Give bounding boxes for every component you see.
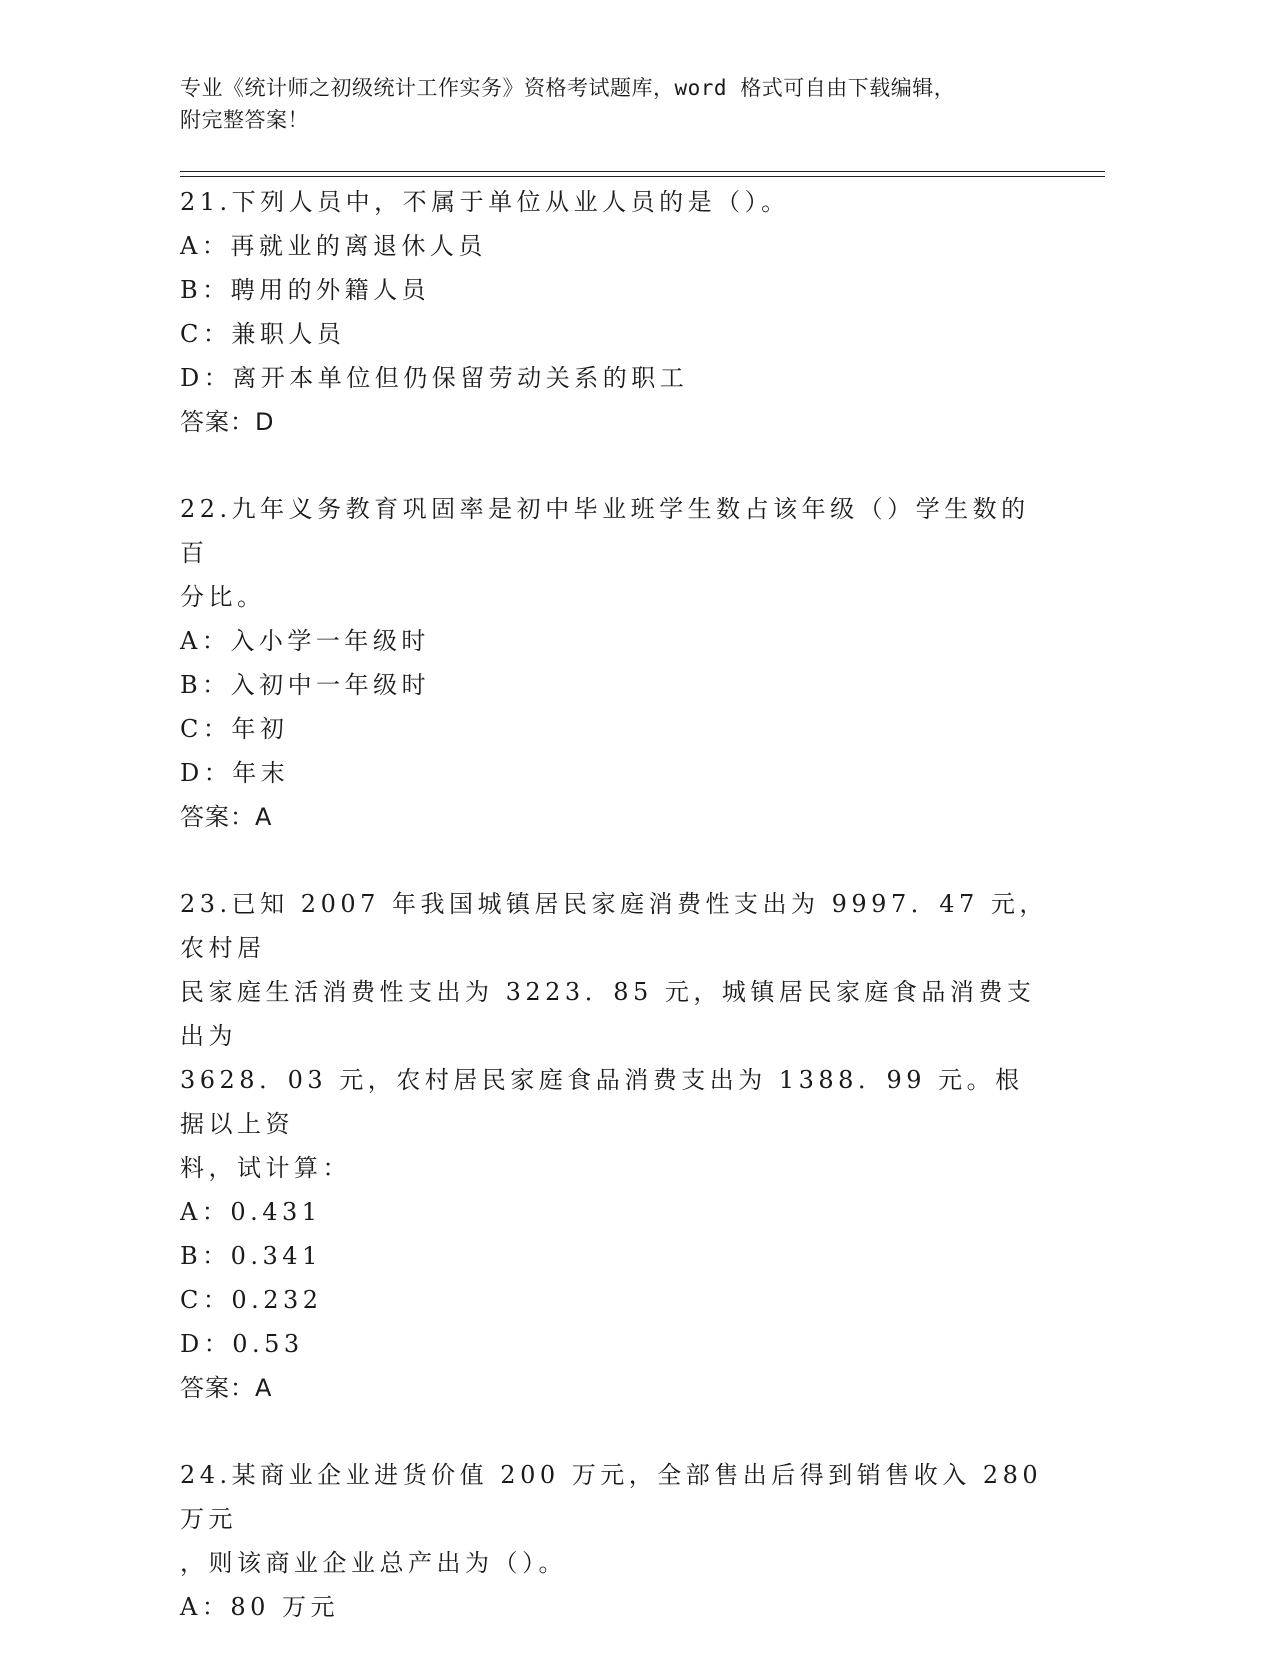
question-24 [180, 1453, 1050, 1629]
header-divider-bottom [180, 176, 1105, 177]
question-stem-line: 料，试计算： [180, 1154, 351, 1182]
option-b: B：0.341 [180, 1242, 322, 1270]
question-stem-line: 24.某商业企业进货价值 200 万元，全部售出后得到销售收入 280 万元 [180, 1461, 1043, 1533]
option-a: A：80 万元 [180, 1593, 339, 1621]
question-stem-line: ，则该商业企业总产出为（）。 [180, 1549, 567, 1577]
question-stem-line: 22.九年义务教育巩固率是初中毕业班学生数占该年级（）学生数的百 [180, 495, 1030, 567]
question-stem-line: 民家庭生活消费性支出为 3223．85 元，城镇居民家庭食品消费支出为 [180, 978, 1036, 1050]
answer: 答案：D [180, 408, 275, 436]
option-c: C：兼职人员 [180, 320, 346, 348]
question-stem-line: 23.已知 2007 年我国城镇居民家庭消费性支出为 9997．47 元，农村居 [180, 890, 1048, 962]
option-a: A：再就业的离退休人员 [180, 232, 487, 260]
question-23 [180, 882, 1050, 1410]
question-22 [180, 487, 1050, 839]
option-c: C：年初 [180, 715, 289, 743]
option-b: B：入初中一年级时 [180, 671, 431, 699]
option-c: C：0.232 [180, 1286, 323, 1314]
question-21 [180, 180, 1050, 444]
option-b: B：聘用的外籍人员 [180, 276, 431, 304]
question-stem-line: 分比。 [180, 583, 266, 611]
question-stem-line: 21.下列人员中，不属于单位从业人员的是（）。 [180, 188, 790, 216]
option-d: D：年末 [180, 759, 290, 787]
document-header [180, 72, 1080, 136]
option-d: D：0.53 [180, 1330, 304, 1358]
question-stem-line: 3628．03 元，农村居民家庭食品消费支出为 1388．99 元。根据以上资 [180, 1066, 1024, 1138]
option-d: D：离开本单位但仍保留劳动关系的职工 [180, 364, 689, 392]
header-line-1: 专业《统计师之初级统计工作实务》资格考试题库，word 格式可自由下载编辑， [180, 76, 956, 100]
answer: 答案：A [180, 1374, 273, 1402]
question-list [180, 180, 1050, 1672]
header-divider-top [180, 171, 1105, 172]
option-a: A：0.431 [180, 1198, 322, 1226]
header-line-2: 附完整答案！ [180, 108, 309, 132]
answer: 答案：A [180, 803, 273, 831]
option-a: A：入小学一年级时 [180, 627, 430, 655]
